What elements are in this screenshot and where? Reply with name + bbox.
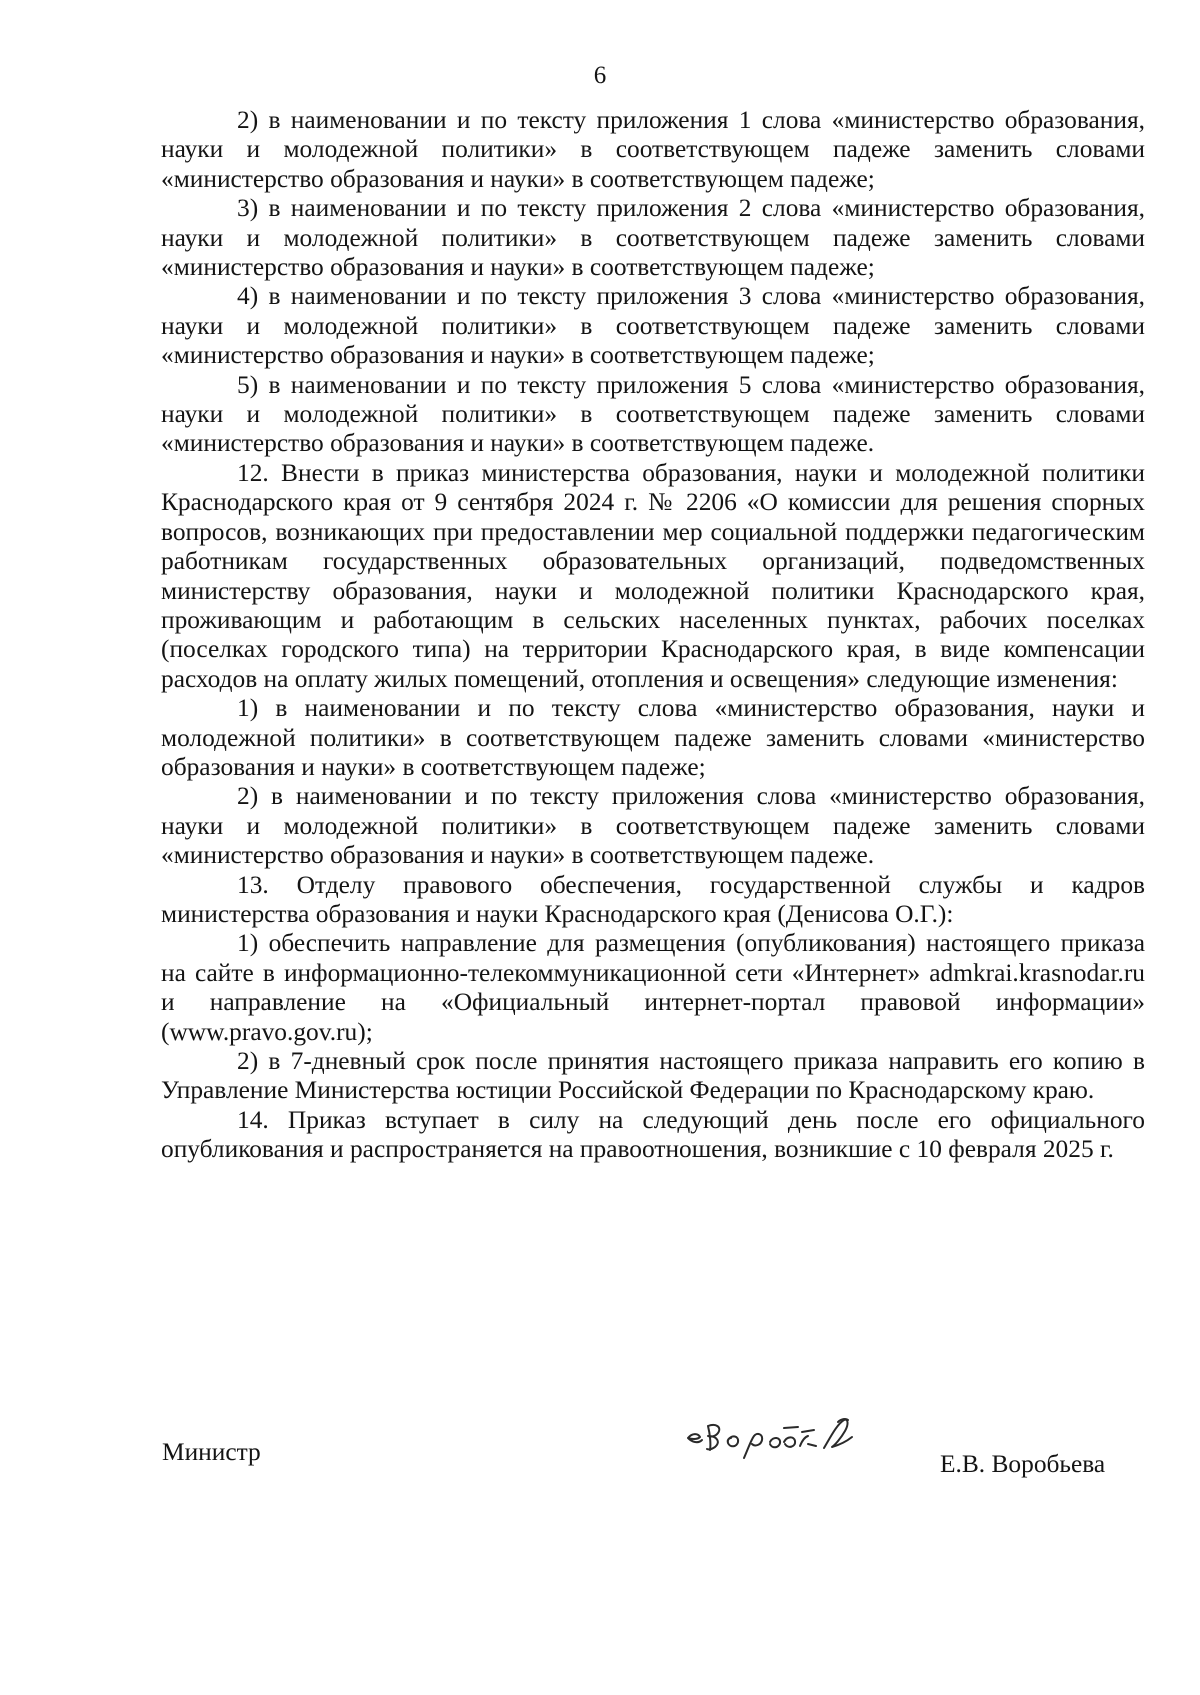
paragraph-clause-13-item-1: 1) обеспечить направление для размещения (опубликования) настоящего приказа на сайте в информационно-телекоммуникационной сети «Интернет» admkrai.krasnodar.ru и направление на «Официальный интернет-портал правовой информации» (www.pravo.gov.ru); (161, 929, 1145, 1046)
paragraph-clause-12-item-2: 2) в наименовании и по тексту приложения слова «министерство образования, науки и молодежной политики» в соответствующем падеже заменить словами «министерство образования и науки» в соответствующем падеже. (161, 782, 1145, 870)
paragraph-clause-12-item-1: 1) в наименовании и по тексту слова «министерство образования, науки и молодежной политики» в соответствующем падеже заменить словами «министерство образования и науки» в соответствующем падеже; (161, 694, 1145, 781)
paragraph-clause-13-item-2: 2) в 7-дневный срок после принятия настоящего приказа направить его копию в Управление Министерства юстиции Российской Федерации по Краснодарскому краю. (161, 1047, 1145, 1105)
document-body (161, 106, 1145, 1165)
paragraph-item-3-appendix-2: 3) в наименовании и по тексту приложения 2 слова «министерство образования, науки и молодежной политики» в соответствующем падеже заменить словами «министерство образования и науки» в соответствующем падеже; (161, 194, 1145, 282)
paragraph-item-4-appendix-3: 4) в наименовании и по тексту приложения 3 слова «министерство образования, науки и молодежной политики» в соответствующем падеже заменить словами «министерство образования и науки» в соответствующем падеже; (161, 282, 1145, 370)
paragraph-item-2-appendix-1: 2) в наименовании и по тексту приложения 1 слова «министерство образования, науки и молодежной политики» в соответствующем падеже заменить словами «министерство образования и науки» в соответствующем падеже; (161, 106, 1145, 193)
paragraph-clause-13: 13. Отделу правового обеспечения, государственной службы и кадров министерства образования и науки Краснодарского края (Денисова О.Г.): (161, 870, 1145, 928)
paragraph-item-5-appendix-5: 5) в наименовании и по тексту приложения 5 слова «министерство образования, науки и молодежной политики» в соответствующем падеже заменить словами «министерство образования и науки» в соответствующем падеже. (161, 370, 1145, 458)
signer-name: Е.В. Воробьева (940, 1450, 1106, 1478)
paragraph-clause-14: 14. Приказ вступает в силу на следующий день после его официального опубликования и распространяется на правоотношения, возникшие с 10 февраля 2025 г. (161, 1105, 1145, 1164)
paragraph-clause-12: 12. Внести в приказ министерства образования, науки и молодежной политики Краснодарского края от 9 сентября 2024 г. № 2206 «О комиссии для решения спорных вопросов, возникающих при предоставлении мер социальной поддержки педагогическим работникам государственных образовательных организаций, подведомственных министерству образования, науки и молодежной политики Краснодарского края, проживающим и работающим в сельских населенных пунктах, рабочих поселках (поселках городского типа) на территории Краснодарского края, в виде компенсации расходов на оплату жилых помещений, отопления и освещения» следующие изменения: (161, 458, 1145, 693)
page-number: 6 (593, 62, 607, 89)
signer-title: Министр (162, 1438, 261, 1466)
handwritten-signature (678, 1410, 928, 1480)
